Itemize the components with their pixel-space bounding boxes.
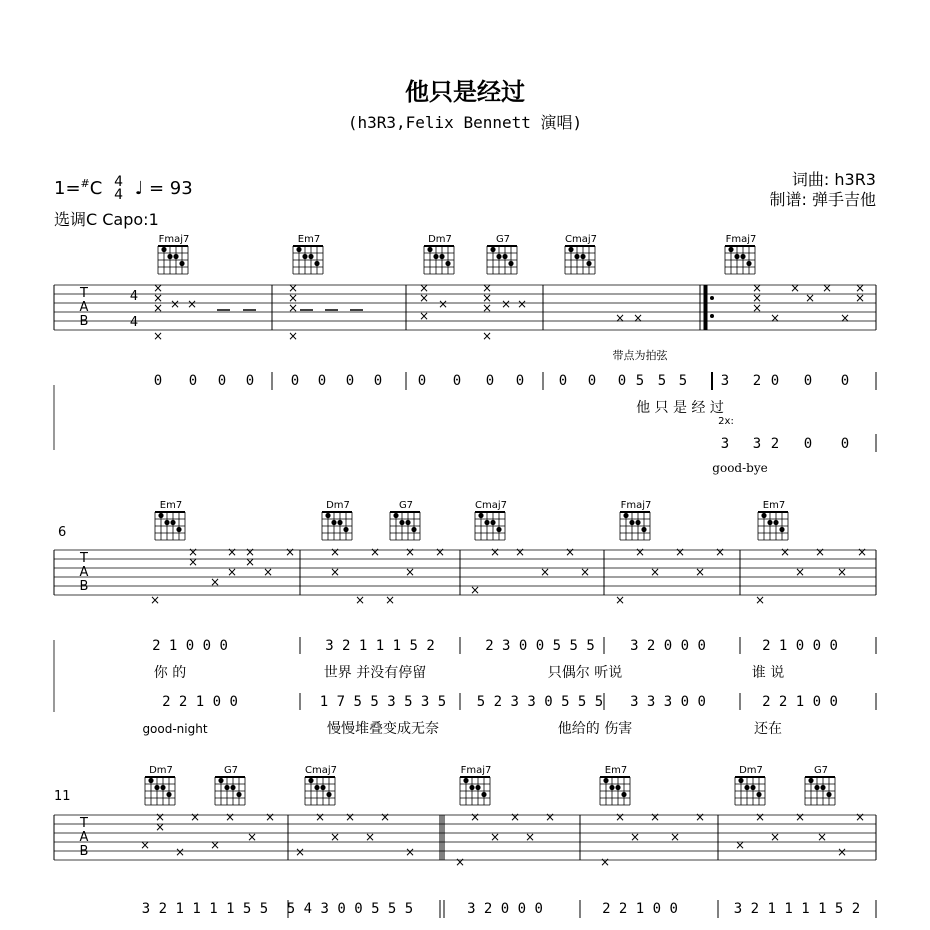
chord-diagram-dot bbox=[484, 520, 489, 525]
tab-note-x: × bbox=[544, 810, 556, 824]
chord-diagram-dot bbox=[154, 785, 159, 790]
tab-note-x: × bbox=[839, 311, 851, 325]
tab-note-x: × bbox=[614, 593, 626, 607]
chord-diagram-dot bbox=[508, 261, 513, 266]
chord-diagram-dot bbox=[761, 513, 766, 518]
tab-note-x: × bbox=[404, 845, 416, 859]
key-note: C bbox=[89, 178, 103, 199]
tab-note-x: × bbox=[209, 575, 221, 589]
jianpu-note-group: 2 1 0 0 0 bbox=[152, 638, 228, 654]
tab-note-x: × bbox=[418, 291, 430, 305]
capo-info: 选调C Capo:1 bbox=[54, 210, 159, 229]
lyrics-line: 只偶尔 听说 bbox=[547, 665, 623, 681]
tab-note-x: × bbox=[489, 545, 501, 559]
chord-diagram-dot bbox=[427, 247, 432, 252]
chord-diagram-dot bbox=[779, 527, 784, 532]
tab-note-x: × bbox=[434, 545, 446, 559]
tab-note-x: × bbox=[481, 281, 493, 295]
tab-note-x: × bbox=[579, 565, 591, 579]
tab-note-x: × bbox=[694, 810, 706, 824]
chord-diagram-dot bbox=[164, 520, 169, 525]
tab-note-x: × bbox=[186, 297, 198, 311]
tab-note-x: × bbox=[187, 555, 199, 569]
jianpu-note: 2 bbox=[752, 373, 762, 389]
tab-note-x: × bbox=[384, 593, 396, 607]
tab-note-x: × bbox=[516, 297, 528, 311]
page-title: 他只是经过 bbox=[405, 78, 525, 106]
chord-diagram-dot bbox=[314, 261, 319, 266]
jianpu-note: 0 bbox=[290, 373, 300, 389]
tab-note-x: × bbox=[751, 301, 763, 315]
tab-note-x: × bbox=[152, 329, 164, 343]
chord-diagram-dot bbox=[230, 785, 235, 790]
chord-diagram-dot bbox=[475, 785, 480, 790]
chord-diagram-dot bbox=[167, 254, 172, 259]
jianpu-note: 0 bbox=[515, 373, 525, 389]
tab-note-x: × bbox=[634, 545, 646, 559]
chord-diagram-dot bbox=[308, 254, 313, 259]
jianpu-note-group: 3 2 0 0 0 bbox=[630, 638, 706, 654]
tab-note-x: × bbox=[404, 545, 416, 559]
tab-note-x: × bbox=[751, 291, 763, 305]
chord-diagram-label: Em7 bbox=[297, 234, 321, 245]
jianpu-note: 0 bbox=[485, 373, 495, 389]
tab-note-x: × bbox=[264, 810, 276, 824]
time-top: 4 bbox=[114, 174, 123, 190]
jianpu-note-group: 3 2 1 1 1 1 5 5 bbox=[141, 901, 269, 917]
measure-number: 11 bbox=[54, 789, 71, 804]
jianpu-note: 3 bbox=[752, 436, 762, 452]
chord-diagram-dot bbox=[399, 520, 404, 525]
chord-diagram-label: Cmaj7 bbox=[475, 500, 507, 511]
chord-diagram-dot bbox=[439, 254, 444, 259]
jianpu-note: 0 bbox=[373, 373, 383, 389]
key-label: 1= bbox=[54, 178, 81, 199]
chord-diagram-label: Em7 bbox=[159, 500, 183, 511]
chord-diagram-label: Cmaj7 bbox=[565, 234, 597, 245]
chord-diagram-label: Dm7 bbox=[149, 765, 173, 776]
measure-number: 6 bbox=[58, 525, 67, 540]
lyrics-line-english: good-bye bbox=[712, 461, 768, 475]
jianpu-note: 0 bbox=[840, 436, 850, 452]
tab-note-x: × bbox=[314, 810, 326, 824]
jianpu-note-group: 3 2 0 0 0 bbox=[467, 901, 543, 917]
tab-note-x: × bbox=[418, 309, 430, 323]
tab-note-x: × bbox=[632, 311, 644, 325]
chord-diagram-dot bbox=[236, 792, 241, 797]
tab-note-x: × bbox=[262, 565, 274, 579]
chord-diagram-dot bbox=[734, 254, 739, 259]
tab-note-x: × bbox=[287, 301, 299, 315]
chord-diagram-dot bbox=[158, 513, 163, 518]
lyrics-line: 还在 bbox=[754, 721, 782, 737]
tab-letter-b: B bbox=[79, 844, 89, 859]
chord-diagram-dot bbox=[820, 785, 825, 790]
jianpu-note: 0 bbox=[188, 373, 198, 389]
chord-diagram-dot bbox=[629, 520, 634, 525]
tab-note-x: × bbox=[509, 810, 521, 824]
credits-lyrics-music: 词曲: h3R3 bbox=[791, 170, 876, 189]
chord-diagram-dot bbox=[621, 792, 626, 797]
tab-note-x: × bbox=[152, 281, 164, 295]
jianpu-note-group: 3 2 1 1 1 1 5 2 bbox=[733, 901, 861, 917]
jianpu-note: 2 bbox=[770, 436, 780, 452]
chord-diagram-dot bbox=[826, 792, 831, 797]
chord-diagram-label: Dm7 bbox=[739, 765, 763, 776]
tab-letter-a: A bbox=[79, 565, 89, 580]
tab-note-x: × bbox=[244, 555, 256, 569]
chord-diagram-dot bbox=[393, 513, 398, 518]
chord-diagram-dot bbox=[224, 785, 229, 790]
tab-note-x: × bbox=[481, 329, 493, 343]
chord-diagram-dot bbox=[173, 254, 178, 259]
tab-note-x: × bbox=[734, 838, 746, 852]
tab-note-x: × bbox=[539, 565, 551, 579]
chord-diagram-dot bbox=[814, 785, 819, 790]
tab-note-x: × bbox=[836, 565, 848, 579]
jianpu-note: 0 bbox=[417, 373, 427, 389]
jianpu-note-group: 2 3 0 0 5 5 5 bbox=[485, 638, 595, 654]
tab-note-x: × bbox=[856, 545, 868, 559]
chord-diagram-label: Fmaj7 bbox=[725, 234, 757, 245]
tab-note-x: × bbox=[244, 545, 256, 559]
tab-note-x: × bbox=[174, 845, 186, 859]
tab-note-x: × bbox=[354, 593, 366, 607]
tab-note-x: × bbox=[329, 830, 341, 844]
tab-note-x: × bbox=[814, 545, 826, 559]
tab-note-x: × bbox=[629, 830, 641, 844]
chord-diagram-dot bbox=[179, 261, 184, 266]
jianpu-note: 5 bbox=[635, 373, 645, 389]
chord-diagram-dot bbox=[337, 520, 342, 525]
tab-note-x: × bbox=[794, 810, 806, 824]
chord-diagram-dot bbox=[568, 247, 573, 252]
tab-note-x: × bbox=[152, 291, 164, 305]
tab-note-x: × bbox=[854, 291, 866, 305]
jianpu-note-group: 3 3 3 0 0 bbox=[630, 694, 706, 710]
tab-note-x: × bbox=[804, 291, 816, 305]
tab-note-x: × bbox=[139, 838, 151, 852]
repeat-dot bbox=[710, 314, 714, 318]
jianpu-note-group: 2 2 1 0 0 bbox=[602, 901, 678, 917]
tab-letter-a: A bbox=[79, 830, 89, 845]
tab-note-x: × bbox=[754, 593, 766, 607]
tab-letter-t: T bbox=[80, 551, 88, 566]
jianpu-note: 0 bbox=[245, 373, 255, 389]
tab-note-x: × bbox=[649, 810, 661, 824]
jianpu-note-group: 5 4 3 0 0 5 5 5 bbox=[286, 901, 414, 917]
tab-letter-t: T bbox=[80, 816, 88, 831]
jianpu-note: 3 bbox=[720, 436, 730, 452]
tab-note-x: × bbox=[287, 281, 299, 295]
tab-note-x: × bbox=[649, 565, 661, 579]
tab-note-x: × bbox=[224, 810, 236, 824]
chord-diagram-dot bbox=[170, 520, 175, 525]
chord-diagram-dot bbox=[326, 792, 331, 797]
chord-diagram-dot bbox=[296, 247, 301, 252]
chord-diagram-dot bbox=[302, 254, 307, 259]
tab-note-x: × bbox=[149, 593, 161, 607]
chord-diagram-dot bbox=[478, 513, 483, 518]
chord-diagram-label: Fmaj7 bbox=[620, 500, 652, 511]
tab-note-x: × bbox=[854, 810, 866, 824]
chord-diagram-label: Dm7 bbox=[428, 234, 452, 245]
jianpu-note: 5 bbox=[657, 373, 667, 389]
chord-diagram-label: Em7 bbox=[604, 765, 628, 776]
tab-note-x: × bbox=[769, 830, 781, 844]
jianpu-note: 0 bbox=[803, 373, 813, 389]
chord-diagram-dot bbox=[641, 527, 646, 532]
repeat-dot bbox=[710, 296, 714, 300]
jianpu-note: 0 bbox=[345, 373, 355, 389]
tab-note-x: × bbox=[469, 583, 481, 597]
jianpu-note: 0 bbox=[217, 373, 227, 389]
tab-note-x: × bbox=[599, 855, 611, 869]
chord-diagram-dot bbox=[756, 792, 761, 797]
chord-diagram-dot bbox=[218, 778, 223, 783]
tab-note-x: × bbox=[294, 845, 306, 859]
chord-diagram-dot bbox=[405, 520, 410, 525]
page-subtitle: (h3R3,Felix Bennett 演唱) bbox=[347, 113, 583, 132]
chord-diagram-label: G7 bbox=[223, 765, 239, 776]
chord-diagram-dot bbox=[496, 527, 501, 532]
chord-diagram-label: Fmaj7 bbox=[158, 234, 190, 245]
tab-note-x: × bbox=[454, 855, 466, 869]
chord-diagram-dot bbox=[490, 520, 495, 525]
tab-letter-b: B bbox=[79, 579, 89, 594]
tab-note-x: × bbox=[751, 281, 763, 295]
chord-diagram-dot bbox=[314, 785, 319, 790]
tab-note-x: × bbox=[404, 565, 416, 579]
chord-diagram-dot bbox=[445, 261, 450, 266]
tab-note-x: × bbox=[379, 810, 391, 824]
jianpu-note-group: 2 2 1 0 0 bbox=[162, 694, 238, 710]
chord-diagram-dot bbox=[481, 792, 486, 797]
repeat-label: 2x: bbox=[718, 416, 734, 427]
tab-note-x: × bbox=[489, 830, 501, 844]
tab-note-x: × bbox=[794, 565, 806, 579]
chord-diagram-dot bbox=[773, 520, 778, 525]
jianpu-note: 0 bbox=[317, 373, 327, 389]
time-sig-tab: 4 bbox=[129, 289, 139, 304]
chord-diagram-dot bbox=[325, 513, 330, 518]
chord-diagram-dot bbox=[767, 520, 772, 525]
tab-letter-b: B bbox=[79, 314, 89, 329]
chord-diagram-dot bbox=[343, 527, 348, 532]
tab-note-x: × bbox=[754, 810, 766, 824]
chord-diagram-dot bbox=[176, 527, 181, 532]
tempo: = 93 bbox=[148, 178, 193, 199]
chord-diagram-label: Fmaj7 bbox=[460, 765, 492, 776]
chord-diagram-dot bbox=[744, 785, 749, 790]
chord-diagram-dot bbox=[603, 778, 608, 783]
tab-note-x: × bbox=[226, 565, 238, 579]
tab-note-x: × bbox=[816, 830, 828, 844]
chord-diagram-dot bbox=[320, 785, 325, 790]
tab-note-x: × bbox=[329, 545, 341, 559]
tab-note-x: × bbox=[779, 545, 791, 559]
jianpu-note: 0 bbox=[558, 373, 568, 389]
chord-diagram-dot bbox=[433, 254, 438, 259]
chord-diagram-dot bbox=[586, 261, 591, 266]
tab-note-x: × bbox=[469, 810, 481, 824]
lyrics-line: 谁 说 bbox=[751, 665, 785, 681]
tab-note-x: × bbox=[564, 545, 576, 559]
lyrics-line: 你 的 bbox=[153, 665, 187, 681]
tab-note-x: × bbox=[284, 545, 296, 559]
tab-note-x: × bbox=[769, 311, 781, 325]
tab-note-x: × bbox=[854, 281, 866, 295]
tab-note-x: × bbox=[669, 830, 681, 844]
tab-note-x: × bbox=[674, 545, 686, 559]
jianpu-note: 0 bbox=[153, 373, 163, 389]
chord-diagram-dot bbox=[502, 254, 507, 259]
chord-diagram-label: G7 bbox=[813, 765, 829, 776]
jianpu-note-group: 1 7 5 5 3 5 3 5 bbox=[319, 694, 447, 710]
jianpu-note: 0 bbox=[840, 373, 850, 389]
chord-diagram-dot bbox=[609, 785, 614, 790]
chord-diagram-dot bbox=[580, 254, 585, 259]
jianpu-note: 0 bbox=[452, 373, 462, 389]
chord-diagram-dot bbox=[635, 520, 640, 525]
tab-letter-a: A bbox=[79, 300, 89, 315]
tab-note-x: × bbox=[524, 830, 536, 844]
chord-diagram-dot bbox=[148, 778, 153, 783]
tab-note-x: × bbox=[209, 838, 221, 852]
tab-note-x: × bbox=[187, 545, 199, 559]
jianpu-note: 0 bbox=[803, 436, 813, 452]
jianpu-note: 3 bbox=[720, 373, 730, 389]
lyrics-line: 慢慢堆叠变成无奈 bbox=[327, 721, 439, 737]
tab-note-x: × bbox=[437, 297, 449, 311]
chord-diagram-dot bbox=[496, 254, 501, 259]
tab-note-x: × bbox=[329, 565, 341, 579]
tab-note-x: × bbox=[189, 810, 201, 824]
jianpu-note-group: 2 2 1 0 0 bbox=[762, 694, 838, 710]
chord-diagram-label: Em7 bbox=[762, 500, 786, 511]
time-sig-tab: 4 bbox=[129, 315, 139, 330]
chord-diagram-dot bbox=[574, 254, 579, 259]
chord-diagram-label: Dm7 bbox=[326, 500, 350, 511]
lyrics-line-english: good-night bbox=[142, 722, 208, 736]
chord-diagram-dot bbox=[740, 254, 745, 259]
quarter-note-icon: ♩ bbox=[134, 178, 144, 199]
time-bottom: 4 bbox=[114, 187, 123, 203]
tab-note-x: × bbox=[152, 301, 164, 315]
tab-note-x: × bbox=[226, 545, 238, 559]
credits-transcriber: 制谱: 弹手吉他 bbox=[769, 190, 876, 209]
jianpu-note-group: 5 2 3 3 0 5 5 5 bbox=[476, 694, 604, 710]
tab-note-x: × bbox=[154, 820, 166, 834]
tab-note-x: × bbox=[369, 545, 381, 559]
tab-note-x: × bbox=[364, 830, 376, 844]
tab-note-x: × bbox=[481, 291, 493, 305]
chord-diagram-dot bbox=[161, 247, 166, 252]
tab-note-x: × bbox=[789, 281, 801, 295]
chord-diagram-dot bbox=[469, 785, 474, 790]
chord-diagram-label: G7 bbox=[398, 500, 414, 511]
sharp-sign: # bbox=[80, 177, 90, 190]
jianpu-note-group: 3 2 1 1 1 5 2 bbox=[325, 638, 435, 654]
tab-note-x: × bbox=[169, 297, 181, 311]
tab-note-x: × bbox=[344, 810, 356, 824]
chord-diagram-label: Cmaj7 bbox=[305, 765, 337, 776]
lyrics-line: 他给的 伤害 bbox=[557, 721, 633, 737]
lyrics-line: 世界 并没有停留 bbox=[323, 665, 427, 681]
tab-note-x: × bbox=[514, 545, 526, 559]
chord-diagram-dot bbox=[490, 247, 495, 252]
jianpu-note-group: 2 1 0 0 0 bbox=[762, 638, 838, 654]
chord-diagram-dot bbox=[808, 778, 813, 783]
chord-diagram-dot bbox=[746, 261, 751, 266]
tab-note-x: × bbox=[694, 565, 706, 579]
jianpu-note: 5 bbox=[678, 373, 688, 389]
chord-diagram-dot bbox=[750, 785, 755, 790]
tab-letter-t: T bbox=[80, 286, 88, 301]
jianpu-note: 0 bbox=[587, 373, 597, 389]
tab-note-x: × bbox=[714, 545, 726, 559]
tab-note-x: × bbox=[614, 810, 626, 824]
annotation-muted-strum: 带点为拍弦 bbox=[612, 349, 668, 362]
lyrics-line: 他 只 是 经 过 bbox=[636, 400, 724, 416]
chord-diagram-dot bbox=[728, 247, 733, 252]
jianpu-note: 0 bbox=[617, 373, 627, 389]
tab-note-x: × bbox=[500, 297, 512, 311]
chord-diagram-dot bbox=[623, 513, 628, 518]
chord-diagram-dot bbox=[738, 778, 743, 783]
chord-diagram-dot bbox=[411, 527, 416, 532]
jianpu-note: 0 bbox=[770, 373, 780, 389]
chord-diagram-dot bbox=[160, 785, 165, 790]
tab-note-x: × bbox=[418, 281, 430, 295]
tab-note-x: × bbox=[154, 810, 166, 824]
tab-note-x: × bbox=[287, 291, 299, 305]
tab-note-x: × bbox=[614, 311, 626, 325]
tab-note-x: × bbox=[287, 329, 299, 343]
tab-note-x: × bbox=[481, 301, 493, 315]
chord-diagram-dot bbox=[615, 785, 620, 790]
chord-diagram-dot bbox=[308, 778, 313, 783]
tab-note-x: × bbox=[246, 830, 258, 844]
chord-diagram-label: G7 bbox=[495, 234, 511, 245]
chord-diagram-dot bbox=[463, 778, 468, 783]
chord-diagram-dot bbox=[166, 792, 171, 797]
chord-diagram-dot bbox=[331, 520, 336, 525]
tab-note-x: × bbox=[821, 281, 833, 295]
tab-note-x: × bbox=[836, 845, 848, 859]
